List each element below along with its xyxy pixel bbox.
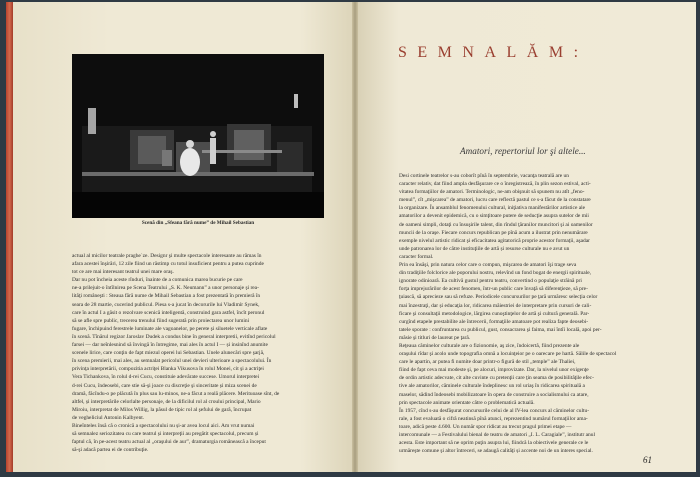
text-line: ficare şi consultaţii metodologice, lărgirea cunoştinţelor de artă şi cultură generală. Par- [399, 310, 590, 317]
text-line: toare, adică peste 4.600. Un număr spor ridicat au trecut pragul primei etape — [399, 423, 572, 430]
text-line: măsie şi titluri de laureat pe ţară. [399, 334, 471, 341]
text-line: intercomunale — a Festivalului bienal de teatru de amatori „I. L. Caragiale”, institutr anul [399, 432, 595, 438]
text-line: forţa imprejurărilor de acest fenomen, într-un public care învaţă să diferenţieze, să pre- [399, 286, 588, 293]
text-line: care le apartin, ar putea fi numite doar printr-o figură de stil „temple” ale Thaliei, [399, 359, 576, 366]
text-line: Prin ea însăşi, prin natura celor care o compun, mişcarea de amatori îşi trage seva [399, 262, 577, 269]
text-line: actual al micilor teatrale praghe˙ze. Designr şi multe spectacole interesante au rămas în [72, 253, 262, 259]
text-line: Miroiu, interpretat de Milos Willig, la păsul de tipic rol al şefului de gară, încrupat [72, 406, 252, 413]
text-line: dramă, făcîndu-o pe plăcută în plus sau lu-minos, ne-a făcut a reală plăcere. Merituoase sînt, de [72, 390, 280, 397]
text-line: urmăreşte comune şi altor întreceri, se adaugă calităţi și accente noi de un interes special. [399, 448, 593, 455]
text-line: mai înzestraţi, dar și educaţia lor, ridicarea măiestriei de interpretare prin cursuri de cali- [399, 302, 592, 309]
text-line: care în actul I a găsit o rezolvare scenică inteligentă, construind gara astfel, încît peronul [72, 309, 265, 316]
text-line: În 1957, cînd s-au desfăşurat concursurile celui de al IV-lea concurs al căminelor cultu- [399, 407, 590, 414]
text-line: faptul că, în pe-acest teatru actual al „oraşului de aur”, dramaturgia românească a început [72, 439, 266, 446]
open-book-spread [6, 2, 696, 472]
text-line: Desi cortinele teatrelor s-au coborît pînă în septembrie, vacanţa teatrală are un [399, 173, 569, 179]
photo-caption: Scenă din „Sfeana fără nume” de Mihail Sebastian [141, 220, 255, 226]
text-line: fiind de fapt ceva mai modeste şi, pe alocuri, improvizate. Dar, la nivelul unor exigenţe [399, 367, 589, 374]
text-line: tatele sporate : confruntarea cu publicul, gust, consacrarea şi faima, mai întîi locală, apoi per- [399, 326, 602, 333]
text-line: să se afle spre public, trecerea trenului fiind sugerată prin proiectarea unor lumini [72, 317, 250, 324]
text-line: exemple nivelul artistic ridicat şi eficacitatea agitatorică proprie acestor formaţii, aşadar [399, 237, 590, 244]
left-article-text [72, 252, 324, 454]
left-page [6, 2, 352, 472]
text-line: Vera Tichankova, în rolul d-rei Cucu, constituie adevărate succese. Umorul interpretei [72, 374, 260, 381]
text-line: vitatea formaţiilor de amatori. Terminologic, ne-am obişnuit să spunem nu atît „feno- [399, 189, 585, 196]
text-line: Dar nu pot încheia aceste rînduri, înainte de a comunica marea bucurie pe care [72, 277, 243, 284]
page-number: 61 [643, 455, 652, 465]
text-line: tot ce are mai interesant teatrul unei mare oraş. [72, 269, 174, 276]
text-line: fugare, închipuind ferestrele luminate ale vagoanelor, pe perete şi siluetele verticale aflate [72, 325, 268, 332]
text-line: ţuiască, să aprecieze sau să refuze. Periodicele concursurilor pe ţară urmăresc selecţia celor [399, 294, 598, 301]
section-heading: SEMNALĂM: [398, 44, 589, 61]
text-line: lităţi româneşti : Steaua fără nume de Mihail Sebastian a fost prezentată în premieră în [72, 293, 261, 300]
article-title: Amatori, repertoriul lor şi altele... [460, 146, 586, 156]
text-line: caracter relativ, dat fiind ampla desfăşurare ce o înregistrează, în plin sezon estival, acti- [399, 181, 591, 188]
text-line: să-şi adacă partea ei de contribuţie. [72, 447, 149, 454]
text-line: prin spectacole animate orientate către o problematică actuală. [399, 399, 535, 406]
text-line: privinţa interpretării, compozitia actriţei Blanka Vikusova în rolul Monei, cit şi a actriţei [72, 366, 264, 373]
text-line: la organizare. În ansamblul fenomenului cultural, iniţiativa manifestărilor artistice ale [399, 205, 586, 212]
text-line: ne-a prilejuit-o întîlnirea pe Scena Teatrului „S. K. Neumann” a unor personaje şi rea- [72, 285, 259, 292]
text-line: tive ale amatorilor, căminele culturale îndeplinesc un rol uriaş în ridicarea spirituală a [399, 383, 585, 390]
text-line: oraşului rîdar şi acolo unde topografia omnă a locuinţeior pe o oarecare pe hartă. Sălile de spectacol [399, 351, 617, 358]
text-line: ignorate odinioară. Ea cultivă gustul pentru teatru, convertind o populaţie străină pri [399, 278, 582, 285]
text-line: muncii de la oraşe. Fiecare concurs republican pe pînă acum a ilustrat prin nenumărare [399, 229, 588, 236]
text-line: unde patronarea lor de către instituţiile de artă și resurse culturale nu e avut un [399, 245, 570, 252]
text-line: de oameni simpli, dotaţi cu însuşirile talent, din rîndul ţăranilor muncitori şi ai oamenilor [399, 221, 593, 228]
text-line: în scenă. Tînărul regizor Jaroslav Dudek a condus bine în general interpretii, evitînd pericolul [72, 333, 276, 340]
text-line: curgînd etapele prestabilite ale întrecerii, formaţiile amatoare pot realiza fapte deosebi- [399, 318, 589, 325]
right-article-text [399, 172, 656, 455]
stage-scene-image [72, 54, 324, 218]
text-line: să semnalez seriozitatea cu care teatrul și interpreţii au pregătit spectacolul, precum și [72, 431, 259, 438]
text-line: seara de 28 martie, cucerind publicul. Piesa s-a jucat în decorurile lui Vladimír Synek, [72, 301, 260, 308]
text-line: din tradiţiile folclorice ale poporului nostru, relevînd un fond bogat de energii spirituale, [399, 270, 591, 277]
text-line: menul”, cît „mişcarea” de amatori, lucru care reflectă pastul ce s-a făcut de la constatare [399, 197, 591, 204]
text-line: farsei — dar neînlesnind să învingă în întregime, mai ales în actul I — și insinînd anumite [72, 342, 268, 349]
stage-photo [72, 54, 324, 218]
text-line: de vegheliciul Antonin Kalbyent. [72, 414, 145, 421]
text-line: Reţeaua căminelor culturale are o fizionomie, aş zice, îndoicertă, fiind prezente ale [399, 342, 580, 349]
text-line: d-rei Cucu, îndeosebi, care stie să-şi joace cu discreţie şi sinceritate și miza scenei de [72, 382, 257, 389]
text-line: de ordin artistic adecvate, cit alte cuvinte cu pretenţii care ţin seama de posibilităţile efec- [399, 375, 594, 382]
text-line: scenele lirice, care conţin de fapt miezul operei lui Sebastian. Unele alunecări spre şarjă, [72, 350, 265, 357]
text-line: caracter formal. [399, 253, 434, 260]
text-line: amatorilor a devenit epidemică, cu o simţitoare putere de seducţie asupra sutelor de mii [399, 213, 589, 220]
text-line: acesta. Este important să ne oprim puţin asupra lui, fiindcă la obiectivele generale ce le [399, 440, 589, 447]
text-line: afara acestei înşirări, 12 zile fiind un răstimp cu totul insuficient pentru a putea cuprinde [72, 261, 264, 268]
text-line: altfel, și interpretările celorlalte personaje, de la dificilul rol al croului principal, Mario [72, 398, 261, 405]
text-line: rale, a fost evaluată o cifră neatinsă pînă atunci, reprezentind numărul formaţiilor ama- [399, 415, 588, 422]
text-line: maselor, sădind îndeosebi mobilizatoare în opera de construire a socialismului ca atare, [399, 391, 589, 398]
text-line: în scena premierii, mai ales, au semnalat pericolul unei devieri ulterioare a spectacolului. În [72, 358, 272, 365]
book-binding-edge [6, 2, 13, 472]
text-line: Bineînteles însă că o cronică a spectacolului nu și-ar avea locul aici. Am vrut numai [72, 422, 255, 429]
